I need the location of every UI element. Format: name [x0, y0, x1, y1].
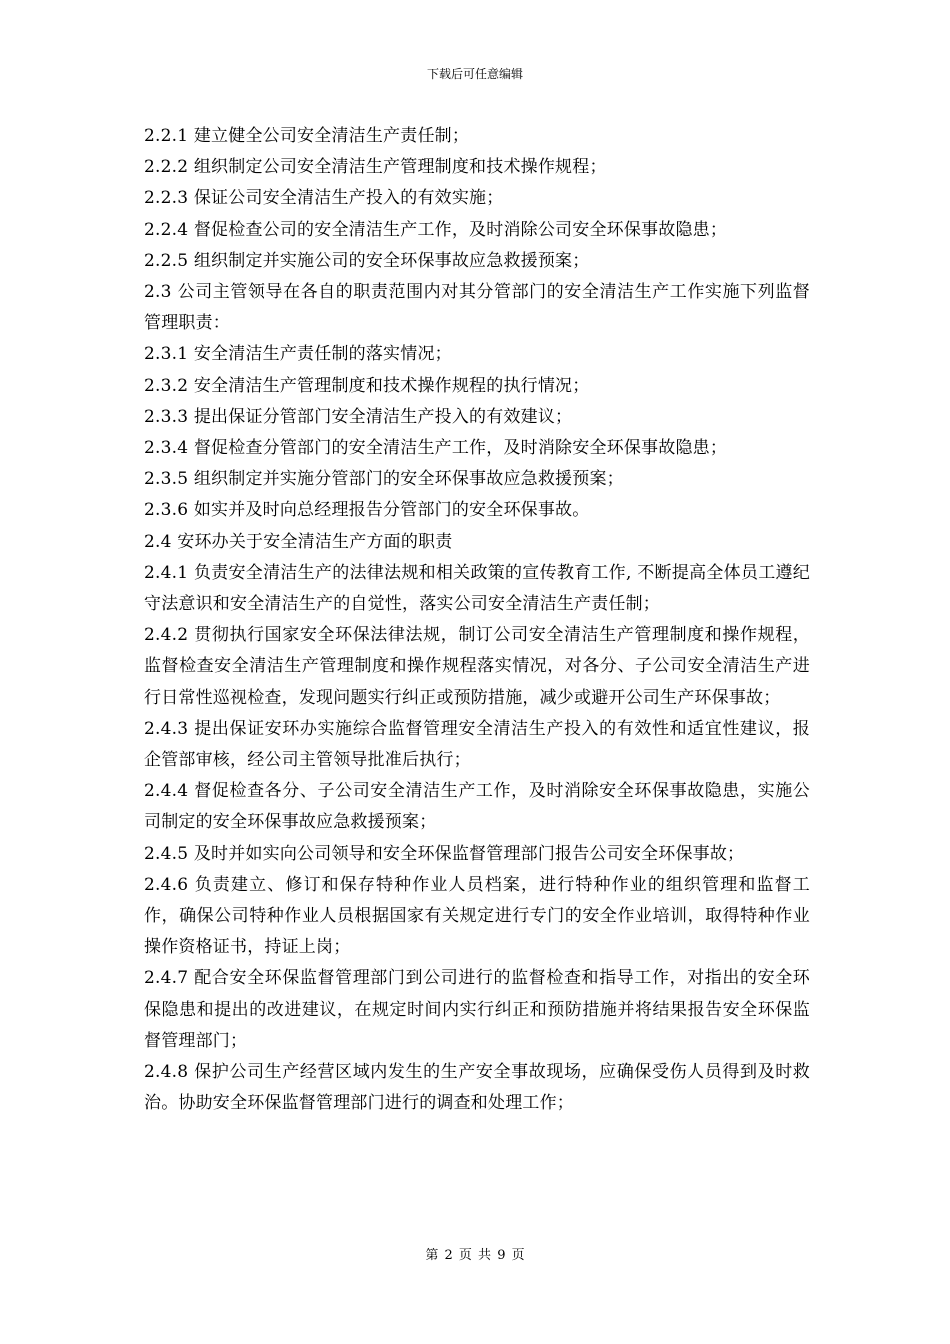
paragraph: 2.4.8 保护公司生产经营区域内发生的生产安全事故现场，应确保受伤人员得到及时救治。协助安全环保监督管理部门进行的调查和处理工作；	[144, 1062, 810, 1114]
paragraph: 2.4.7 配合安全环保监督管理部门到公司进行的监督检查和指导工作，对指出的安全环保隐患和提出的改进建议，在规定时间内实行纠正和预防措施并将结果报告安全环保监督管理部门；	[144, 968, 810, 1051]
paragraph: 2.2.5 组织制定并实施公司的安全环保事故应急救援预案；	[144, 250, 590, 271]
paragraph: 2.3.5 组织制定并实施分管部门的安全环保事故应急救援预案；	[144, 469, 624, 490]
paragraph: 2.4.6 负责建立、修订和保存特种作业人员档案，进行特种作业的组织管理和监督工作，确保公司特种作业人员根据国家有关规定进行专门的安全作业培训，取得特种作业操作资格证书，持证上岗；	[144, 874, 810, 958]
paragraph: 2.3.6 如实并及时向总经理报告分管部门的安全环保事故。	[144, 500, 590, 521]
paragraph: 2.3.4 督促检查分管部门的安全清洁生产工作，及时消除安全环保事故隐患；	[144, 438, 728, 459]
paragraph: 2.4.4 督促检查各分、子公司安全清洁生产工作，及时消除安全环保事故隐患，实施公司制定的安全环保事故应急救援预案；	[144, 781, 810, 833]
page-header: 下载后可任意编辑	[426, 67, 523, 81]
paragraph: 2.4.2 贯彻执行国家安全环保法律法规，制订公司安全清洁生产管理制度和操作规程，监督检查安全清洁生产管理制度和操作规程落实情况，对各分、子公司安全清洁生产进行日常性巡视检查，发现问题实行纠正或预防措施，减少或避开公司生产环保事故；	[144, 625, 810, 708]
paragraph: 2.2.4 督促检查公司的安全清洁生产工作，及时消除公司安全环保事故隐患；	[144, 219, 728, 240]
document-body	[144, 121, 810, 1120]
paragraph: 2.2.3 保证公司安全清洁生产投入的有效实施；	[144, 188, 504, 209]
paragraph: 2.3.1 安全清洁生产责任制的落实情况；	[144, 344, 452, 365]
page-number-footer: 第 2 页 共 9 页	[425, 1248, 525, 1263]
section-heading-2-3: 2.3 公司主管领导在各自的职责范围内对其分管部门的安全清洁生产工作实施下列监督管理职责：	[144, 282, 810, 334]
paragraph: 2.4.3 提出保证安环办实施综合监督管理安全清洁生产投入的有效性和适宜性建议，报企管部审核，经公司主管领导批准后执行；	[144, 718, 810, 771]
paragraph: 2.4.5 及时并如实向公司领导和安全环保监督管理部门报告公司安全环保事故；	[144, 843, 745, 864]
paragraph: 2.3.2 安全清洁生产管理制度和技术操作规程的执行情况；	[144, 375, 590, 396]
paragraph: 2.3.3 提出保证分管部门安全清洁生产投入的有效建议；	[144, 406, 573, 427]
paragraph: 2.2.1 建立健全公司安全清洁生产责任制；	[144, 126, 470, 146]
section-heading-2-4: 2.4 安环办关于安全清洁生产方面的职责	[144, 531, 453, 552]
paragraph: 2.4.1 负责安全清洁生产的法律法规和相关政策的宣传教育工作, 不断提高全体员工遵纪守法意识和安全清洁生产的自觉性，落实公司安全清洁生产责任制；	[144, 562, 810, 615]
paragraph: 2.2.2 组织制定公司安全清洁生产管理制度和技术操作规程；	[144, 157, 607, 178]
